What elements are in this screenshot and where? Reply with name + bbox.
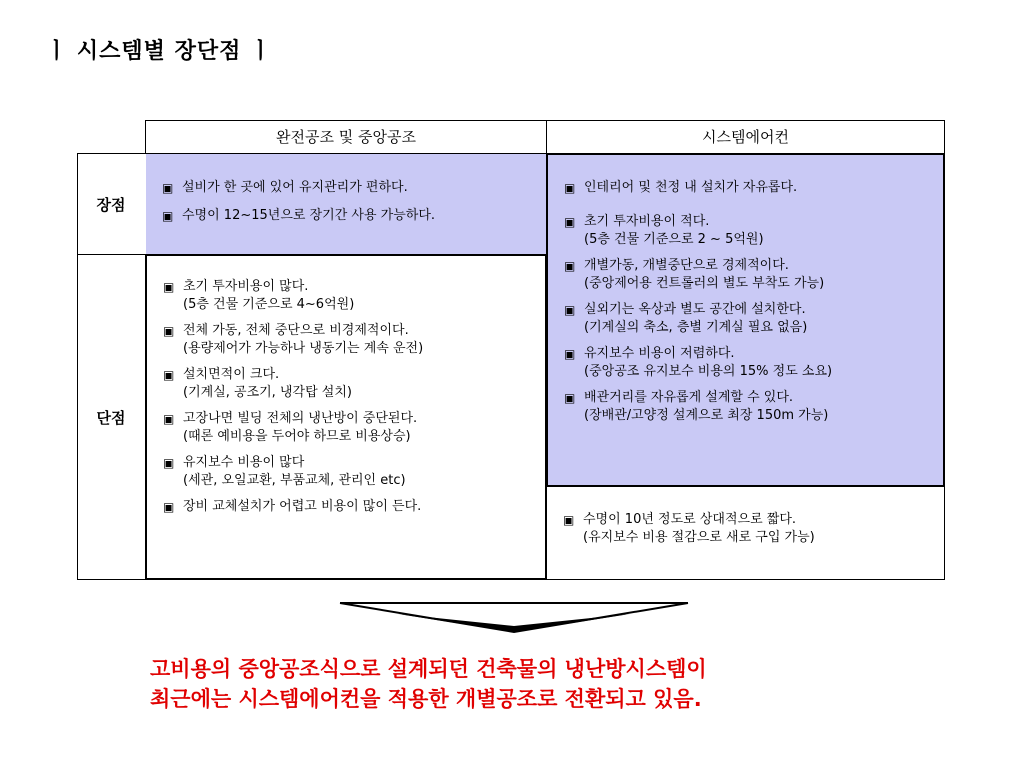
system-cons-list [563,511,944,547]
column-header-system [547,120,944,153]
page-title: ㅣ 시스템별 장단점 ㅣ [46,39,273,64]
item-line: (5층 건물 기준으로 4~6억원) [183,297,355,312]
conclusion-line: 고비용의 중앙공조식으로 설계되던 건축물의 냉난방시스템이 [150,657,707,681]
list-item [564,257,943,293]
list-item [564,179,943,197]
row-label-cons-text: 단점 [96,408,126,427]
checkbox-square-icon: ▣ [163,324,175,338]
checkbox-square-icon: ▣ [563,513,575,527]
checkbox-square-icon: ▣ [162,209,174,223]
row-label-cons [77,255,145,579]
checkbox-square-icon: ▣ [564,347,576,361]
checkbox-square-icon: ▣ [564,259,576,273]
row-label-pros-text: 장점 [96,195,126,214]
checkbox-square-icon: ▣ [162,181,174,195]
list-item [564,345,943,381]
central-pros-list [162,179,546,225]
item-line: (세관, 오일교환, 부품교체, 관리인 etc) [183,473,406,488]
item-line: (때론 예비용을 두어야 하므로 비용상승) [183,429,411,444]
column-header-central [146,120,546,153]
checkbox-square-icon: ▣ [564,391,576,405]
item-line: 수명이 12~15년으로 장기간 사용 가능하다. [182,208,436,223]
checkbox-square-icon: ▣ [163,412,175,426]
list-item [163,454,545,490]
list-item [162,179,546,197]
item-line: 설비가 한 곳에 있어 유지관리가 편하다. [182,180,408,195]
list-item [163,410,545,446]
list-item [564,389,943,425]
list-item [163,278,545,314]
item-line: 장비 교체설치가 어렵고 비용이 많이 든다. [183,499,422,514]
item-line: 설치면적이 크다. [183,367,280,382]
checkbox-square-icon: ▣ [564,303,576,317]
item-line: 실외기는 옥상과 별도 공간에 설치한다. [584,302,806,317]
checkbox-square-icon: ▣ [163,368,175,382]
list-item [564,213,943,249]
system-pros-cell [546,153,945,487]
item-line: 전체 가동, 전체 중단으로 비경제적이다. [183,323,409,338]
item-line: (기계실의 축소, 층별 기계실 필요 없음) [584,320,808,335]
item-line: 배관거리를 자유롭게 설계할 수 있다. [584,390,794,405]
checkbox-square-icon: ▣ [564,215,576,229]
item-line: (중앙공조 유지보수 비용의 15% 정도 소요) [584,364,833,379]
system-cons-cell [547,487,944,579]
conclusion-text [150,654,910,714]
item-line: 수명이 10년 정도로 상대적으로 짧다. [583,512,797,527]
checkbox-square-icon: ▣ [163,280,175,294]
item-line: 유지보수 비용이 저렴하다. [584,346,735,361]
list-item [163,366,545,402]
down-arrow-icon [338,600,690,636]
list-item [163,498,545,516]
item-line: 초기 투자비용이 적다. [584,214,710,229]
list-item [162,207,546,225]
checkbox-square-icon: ▣ [163,456,175,470]
system-pros-list [564,179,943,425]
item-line: (용량제어가 가능하나 냉동기는 계속 운전) [183,341,424,356]
item-line: 유지보수 비용이 많다 [183,455,305,470]
central-cons-list [163,278,545,516]
item-line: (5층 건물 기준으로 2 ~ 5억원) [584,232,764,247]
item-line: (장배관/고양정 설계으로 최장 150m 가능) [584,408,829,423]
checkbox-square-icon: ▣ [163,500,175,514]
item-line: 인테리어 및 천정 내 설치가 자유롭다. [584,180,798,195]
central-pros-cell [146,154,546,254]
item-line: 개별가동, 개별중단으로 경제적이다. [584,258,789,273]
conclusion-line: 최근에는 시스템에어컨을 적용한 개별공조로 전환되고 있음. [150,687,702,711]
column-header-central-label: 완전공조 및 중앙공조 [276,128,416,146]
row-label-pros [77,154,145,254]
column-header-system-label: 시스템에어컨 [702,128,789,146]
item-line: (기계실, 공조기, 냉각탑 설치) [183,385,352,400]
list-item [564,301,943,337]
central-cons-cell [145,254,547,580]
item-line: 고장나면 빌딩 전체의 냉난방이 중단된다. [183,411,418,426]
item-line: 초기 투자비용이 많다. [183,279,309,294]
list-item [563,511,944,547]
item-line: (중앙제어용 컨트롤러의 별도 부착도 가능) [584,276,825,291]
list-item [163,322,545,358]
checkbox-square-icon: ▣ [564,181,576,195]
item-line: (유지보수 비용 절감으로 새로 구입 가능) [583,530,815,545]
